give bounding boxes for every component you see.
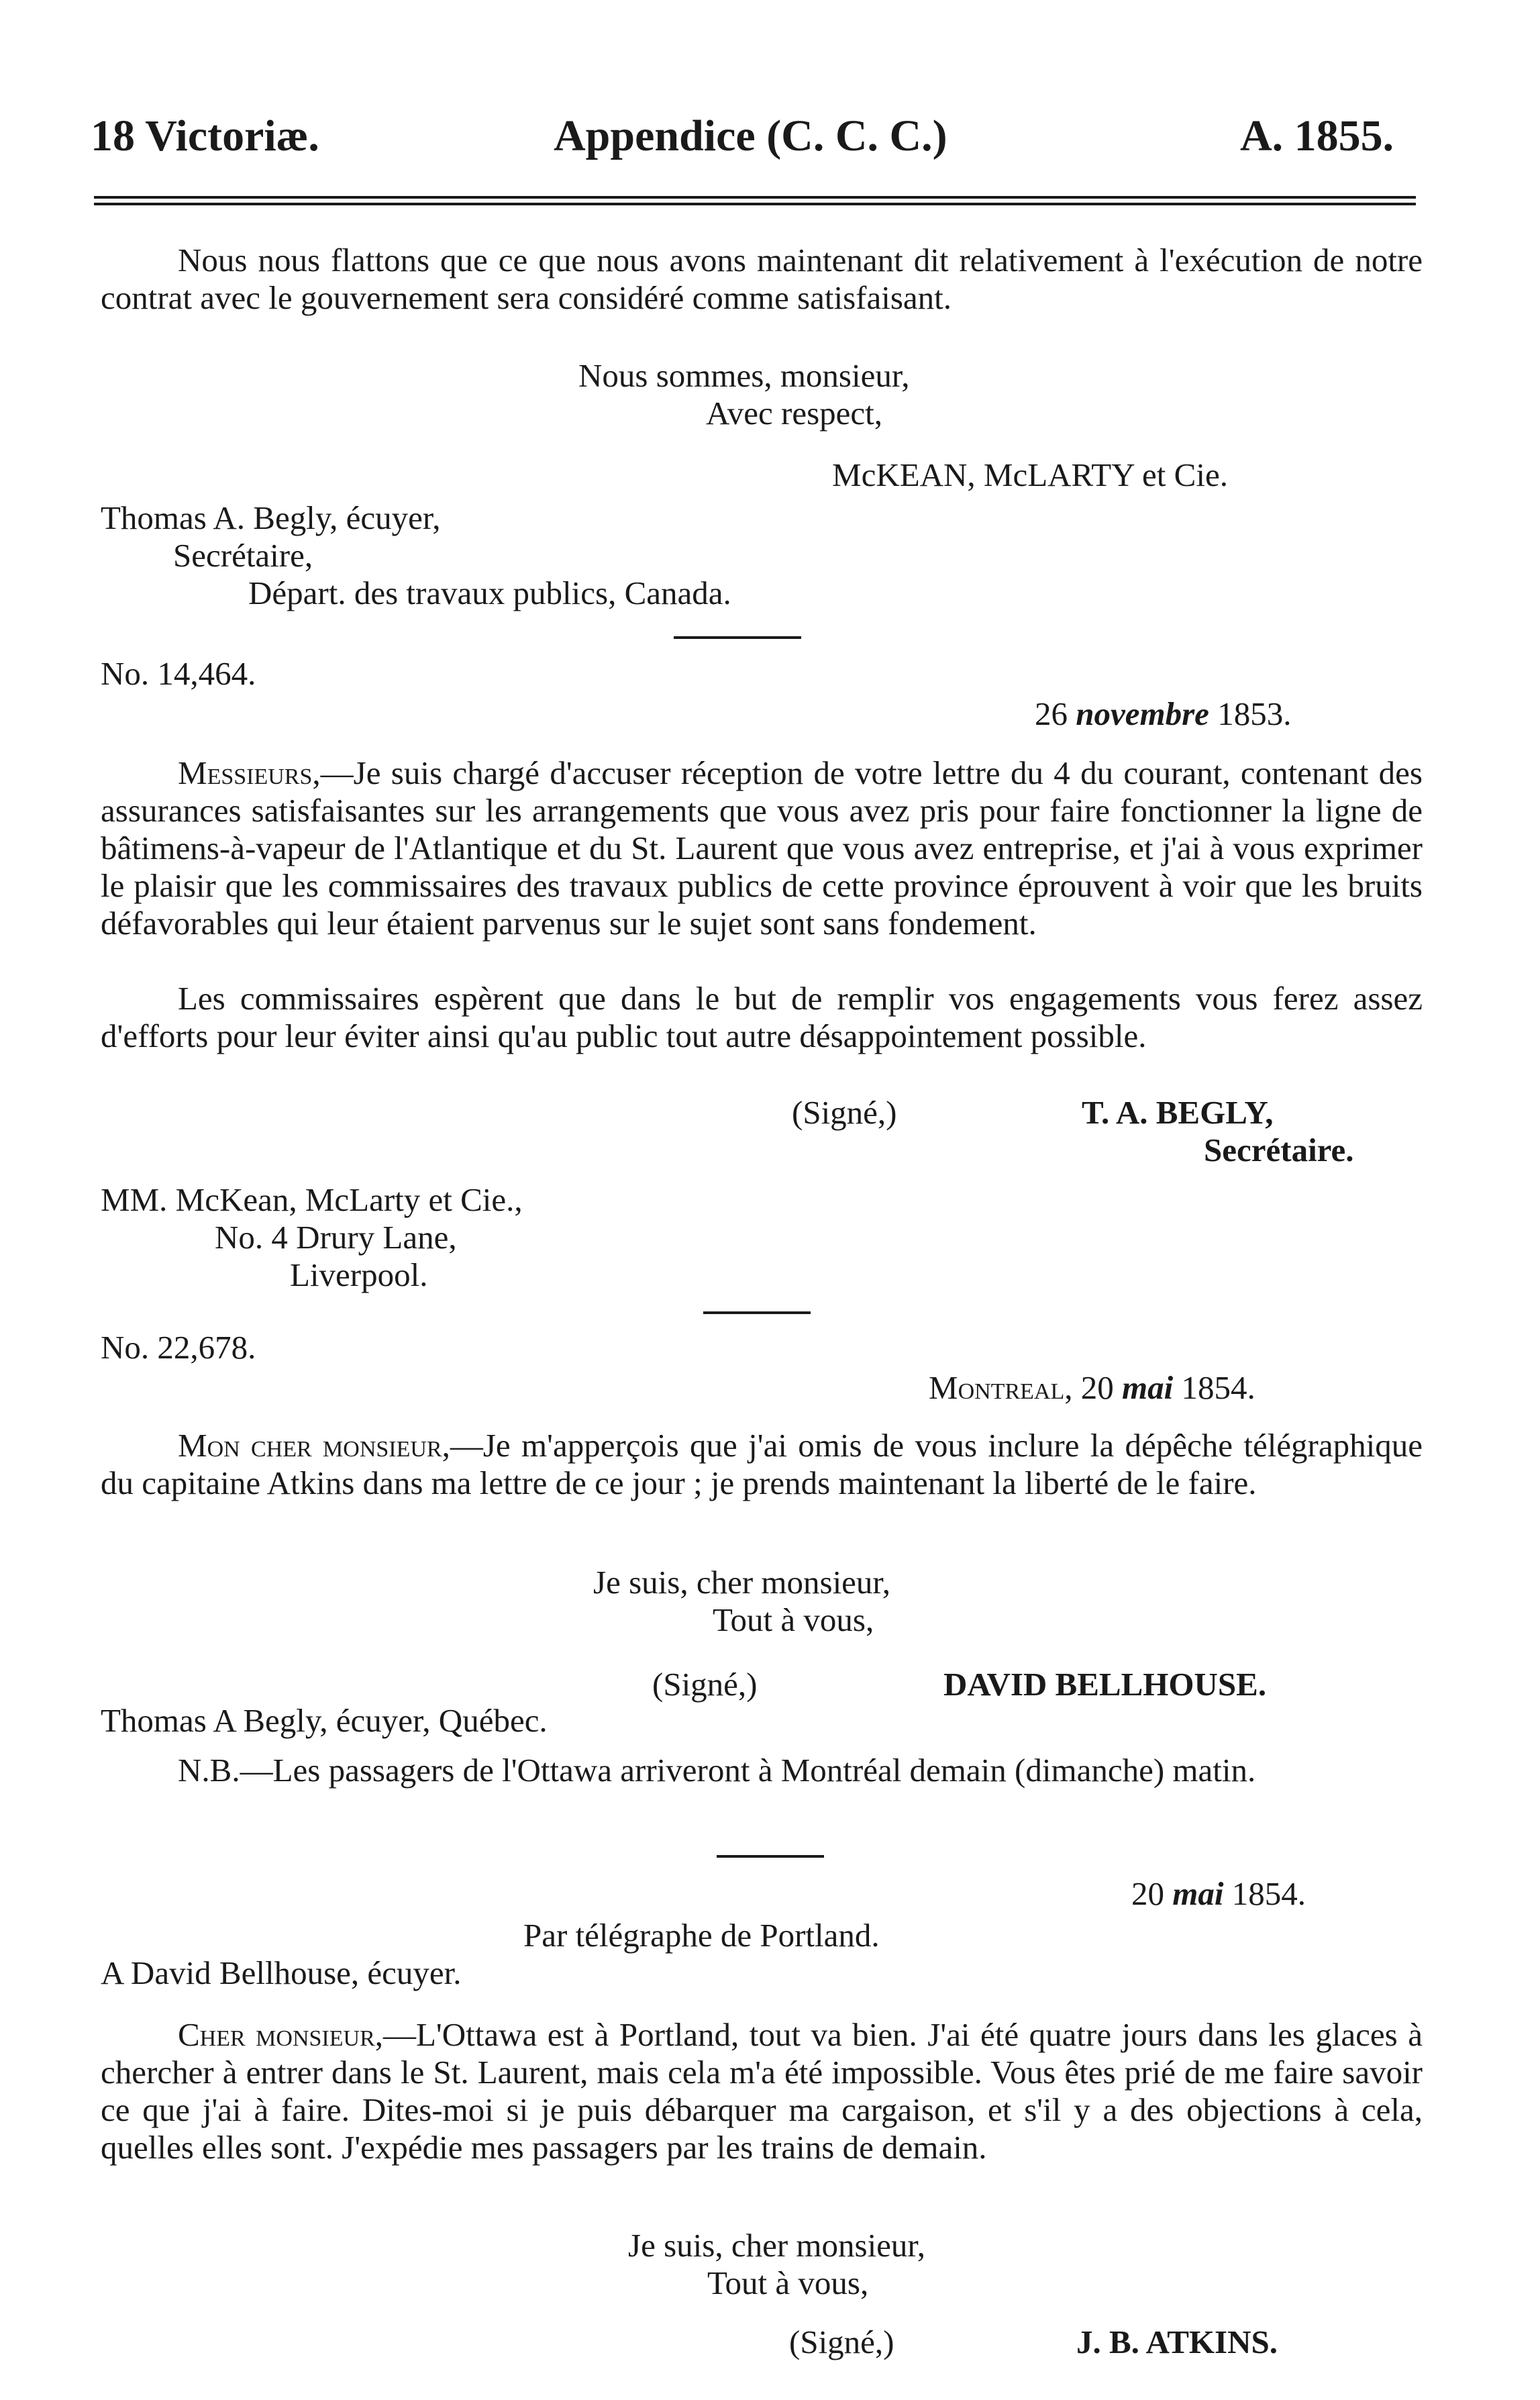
letter2-signed: (Signé,)	[792, 1094, 897, 1131]
letter4-date	[1131, 1875, 1306, 1913]
letter2-body-1: —Je suis chargé d'accuser réception de votre lettre du 4 du courant, contenant des assurances satisfaisantes sur les arrangements que vous avez pris pour faire fonctionner la ligne de bâtimens-à-vapeur de l'Atlantique et du St. Laurent que vous avez entreprise, et j'ai à vous exprimer le plaisir que les commissaires des travaux publics de cette province éprouvent à voir que les bruits défavorables qui leur étaient parvenus sur le sujet sont sans fondement.	[101, 754, 1423, 942]
letter4-date-day: 20	[1131, 1875, 1164, 1912]
letter3-paragraph	[101, 1427, 1423, 1502]
letter3-signed: (Signé,)	[652, 1666, 758, 1703]
letter4-salutation: Cher monsieur,	[178, 2016, 383, 2053]
letter2-salutation: Messieurs,	[178, 754, 321, 791]
letter2-date-year: 1853.	[1217, 695, 1292, 732]
letter2-paragraph-1	[101, 754, 1423, 942]
letter3-body: —Je m'apperçois que j'ai omis de vous inclure la dépêche télégraphique du capitaine Atkins dans ma lettre de ce jour ; je prends maintenant la liberté de le faire.	[101, 1427, 1423, 1501]
letter3-nb: N.B.—Les passagers de l'Ottawa arriveront à Montréal demain (dimanche) matin.	[178, 1752, 1256, 1789]
letter3-addressee: Thomas A Begly, écuyer, Québec.	[101, 1702, 548, 1739]
letter2-addressee-1: MM. McKean, McLarty et Cie.,	[101, 1181, 523, 1218]
separator-rule	[717, 1855, 824, 1858]
letter3-salutation: Mon cher monsieur,	[178, 1427, 450, 1464]
separator-rule	[703, 1311, 811, 1314]
letter4-via: Par télégraphe de Portland.	[523, 1917, 880, 1954]
letter1-addressee-2: Secrétaire,	[173, 537, 313, 574]
letter2-paragraph-2: Les commissaires espèrent que dans le but de remplir vos engagements vous ferez assez d'efforts pour leur éviter ainsi qu'au public tout autre désappointement possible.	[101, 980, 1423, 1054]
letter3-number: No. 22,678.	[101, 1329, 256, 1366]
separator-rule	[674, 636, 801, 639]
letter1-signature: McKEAN, McLARTY et Cie.	[832, 456, 1228, 493]
letter2-addressee-2: No. 4 Drury Lane,	[215, 1219, 457, 1256]
letter4-signed: (Signé,)	[789, 2323, 894, 2360]
letter4-closing-2: Tout à vous,	[707, 2264, 869, 2301]
letter1-paragraph: Nous nous flattons que ce que nous avons maintenant dit relativement à l'exécution de notre contrat avec le gouvernement sera considéré comme satisfaisant.	[101, 242, 1423, 316]
letter2-date-month: novembre	[1076, 695, 1209, 732]
letter3-date-year: 1854.	[1181, 1369, 1255, 1406]
letter4-paragraph	[101, 2016, 1423, 2166]
letter4-addressee: A David Bellhouse, écuyer.	[101, 1954, 462, 1991]
header-appendix: Appendice (C. C. C.)	[554, 111, 947, 160]
letter1-addressee-3: Départ. des travaux publics, Canada.	[248, 574, 731, 611]
letter3-date-month: mai	[1121, 1369, 1174, 1406]
letter3-signature: DAVID BELLHOUSE.	[943, 1666, 1267, 1703]
letter2-addressee-3: Liverpool.	[290, 1256, 428, 1293]
letter2-date	[1035, 695, 1291, 733]
letter3-date-place: Montreal,	[929, 1369, 1073, 1406]
letter1-addressee-1: Thomas A. Begly, écuyer,	[101, 499, 441, 536]
letter2-date-day: 26	[1035, 695, 1068, 732]
letter4-body: —L'Ottawa est à Portland, tout va bien. J'ai été quatre jours dans les glaces à chercher à entrer dans le St. Laurent, mais cela m'a été impossible. Vous êtes prié de me faire savoir ce que j'ai à faire. Dites-moi si je puis débarquer ma cargaison, et s'il y a des objections à cela, quelles elles sont. J'expédie mes passagers par les trains de demain.	[101, 2016, 1423, 2166]
letter2-number: No. 14,464.	[101, 655, 256, 692]
letter4-date-year: 1854.	[1231, 1875, 1306, 1912]
header-double-rule	[94, 196, 1416, 205]
header-year: A. 1855.	[1240, 111, 1394, 160]
letter1-closing-2: Avec respect,	[706, 395, 882, 432]
letter1-closing-1: Nous sommes, monsieur,	[578, 357, 910, 394]
letter2-signature: T. A. BEGLY,	[1082, 1094, 1274, 1131]
header-session: 18 Victoriæ.	[91, 111, 319, 160]
letter3-closing-2: Tout à vous,	[713, 1601, 874, 1638]
letter4-signature: J. B. ATKINS.	[1076, 2323, 1278, 2360]
letter3-date-day: 20	[1080, 1369, 1114, 1406]
letter4-date-month: mai	[1172, 1875, 1224, 1912]
letter2-title: Secrétaire.	[1204, 1132, 1354, 1168]
letter3-closing-1: Je suis, cher monsieur,	[593, 1564, 891, 1601]
letter3-date	[929, 1369, 1255, 1407]
letter4-closing-1: Je suis, cher monsieur,	[628, 2227, 926, 2264]
